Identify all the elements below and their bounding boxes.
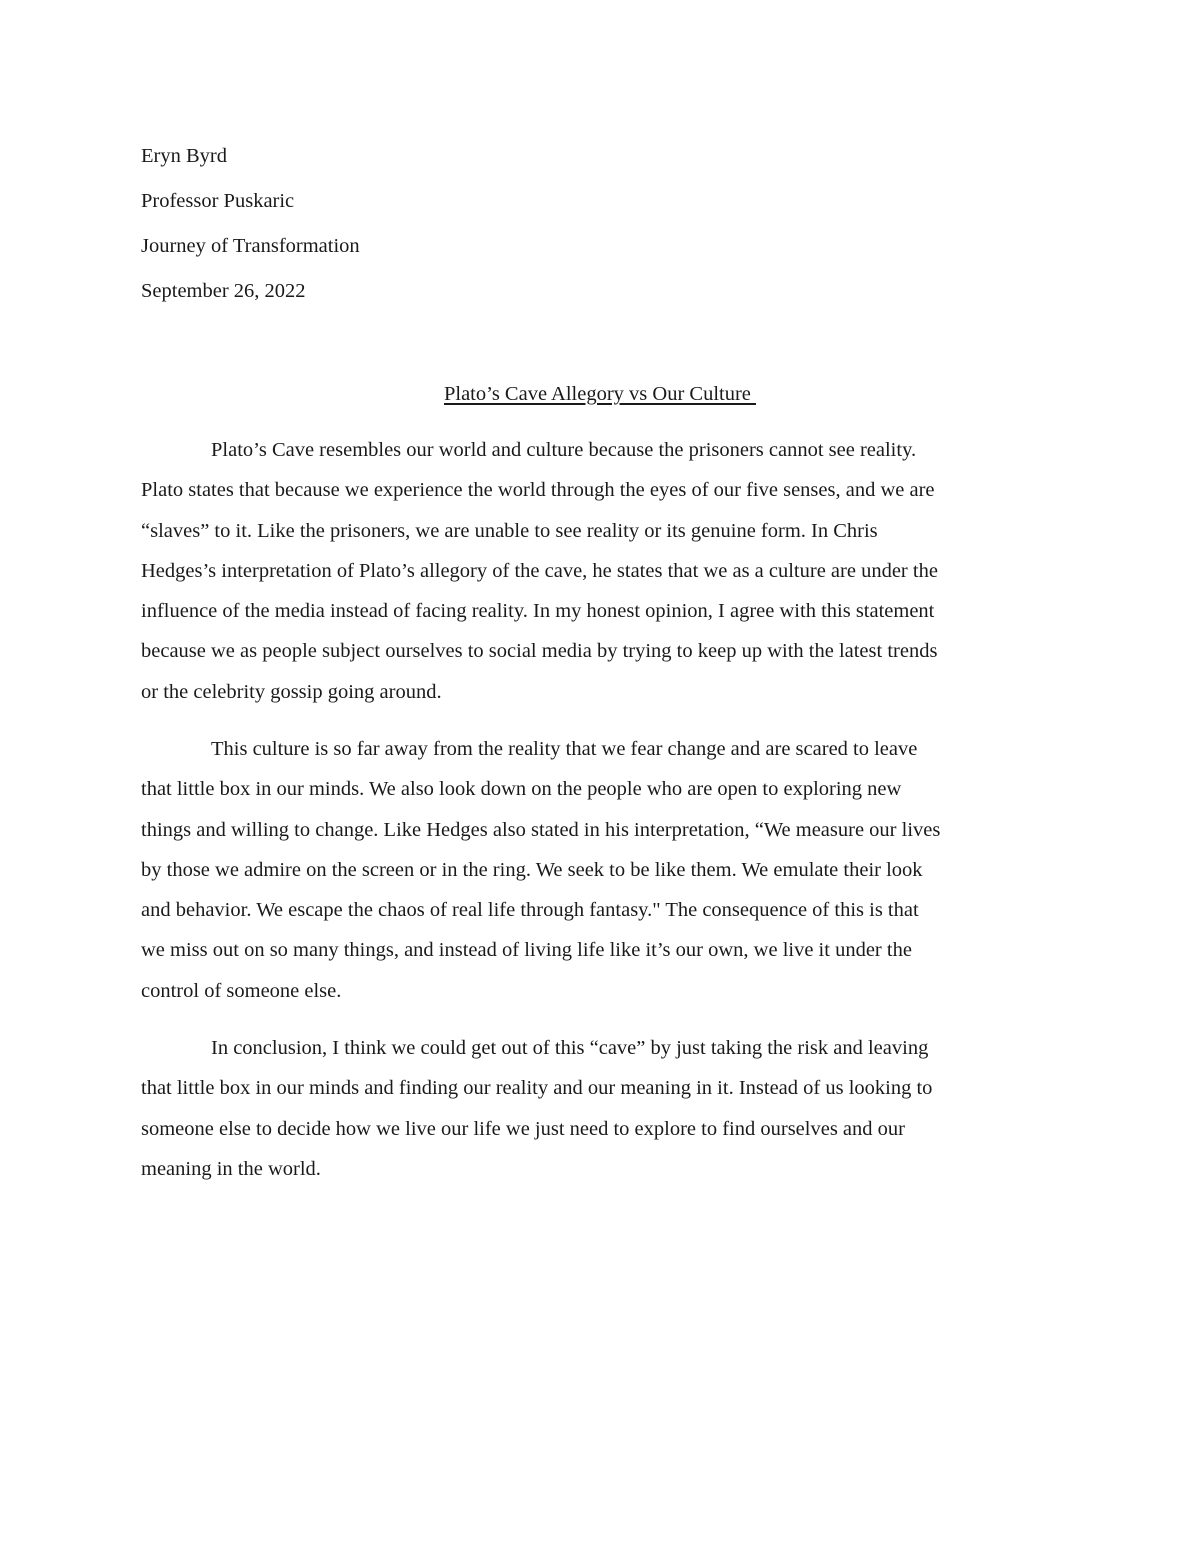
paragraph-1 bbox=[141, 436, 1071, 718]
paragraph-line: meaning in the world. bbox=[141, 1157, 321, 1180]
author-name: Eryn Byrd bbox=[141, 145, 227, 167]
paragraph-line: because we as people subject ourselves to social media by trying to keep up with the latest trends bbox=[141, 640, 938, 663]
paragraph-line: “slaves” to it. Like the prisoners, we are unable to see reality or its genuine form. In Chris bbox=[141, 519, 878, 542]
paragraph-line: Plato’s Cave resembles our world and culture because the prisoners cannot see reality. bbox=[211, 439, 917, 461]
paragraph-line: someone else to decide how we live our life we just need to explore to find ourselves and our bbox=[141, 1117, 905, 1140]
paragraph-line: control of someone else. bbox=[141, 979, 342, 1002]
paragraph-line: In conclusion, I think we could get out of this “cave” by just taking the risk and leaving bbox=[211, 1037, 929, 1059]
paragraph-3 bbox=[141, 1034, 1071, 1195]
paragraph-line: Plato states that because we experience the world through the eyes of our five senses, and we are bbox=[141, 479, 935, 502]
essay-title: Plato’s Cave Allegory vs Our Culture bbox=[443, 383, 757, 405]
paragraph-line: by those we admire on the screen or in the ring. We seek to be like them. We emulate their look bbox=[141, 858, 923, 881]
instructor-name: Professor Puskaric bbox=[141, 190, 295, 212]
paragraph-line: or the celebrity gossip going around. bbox=[141, 680, 442, 703]
paragraph-line: and behavior. We escape the chaos of real life through fantasy." The consequence of this is that bbox=[141, 899, 919, 922]
paragraph-line: things and willing to change. Like Hedges also stated in his interpretation, “We measure our lives bbox=[141, 818, 941, 841]
course-name: Journey of Transformation bbox=[141, 235, 360, 257]
paragraph-2 bbox=[141, 735, 1071, 1017]
paragraph-line: Hedges’s interpretation of Plato’s allegory of the cave, he states that we as a culture are under the bbox=[141, 559, 938, 582]
paragraph-line: influence of the media instead of facing reality. In my honest opinion, I agree with this statement bbox=[141, 600, 935, 623]
paragraph-line: that little box in our minds. We also look down on the people who are open to exploring new bbox=[141, 778, 902, 801]
essay-date: September 26, 2022 bbox=[141, 280, 306, 302]
paragraph-line: This culture is so far away from the reality that we fear change and are scared to leave bbox=[211, 738, 918, 760]
paragraph-line: that little box in our minds and finding our reality and our meaning in it. Instead of us looking to bbox=[141, 1077, 933, 1100]
paragraph-line: we miss out on so many things, and instead of living life like it’s our own, we live it under the bbox=[141, 939, 912, 962]
